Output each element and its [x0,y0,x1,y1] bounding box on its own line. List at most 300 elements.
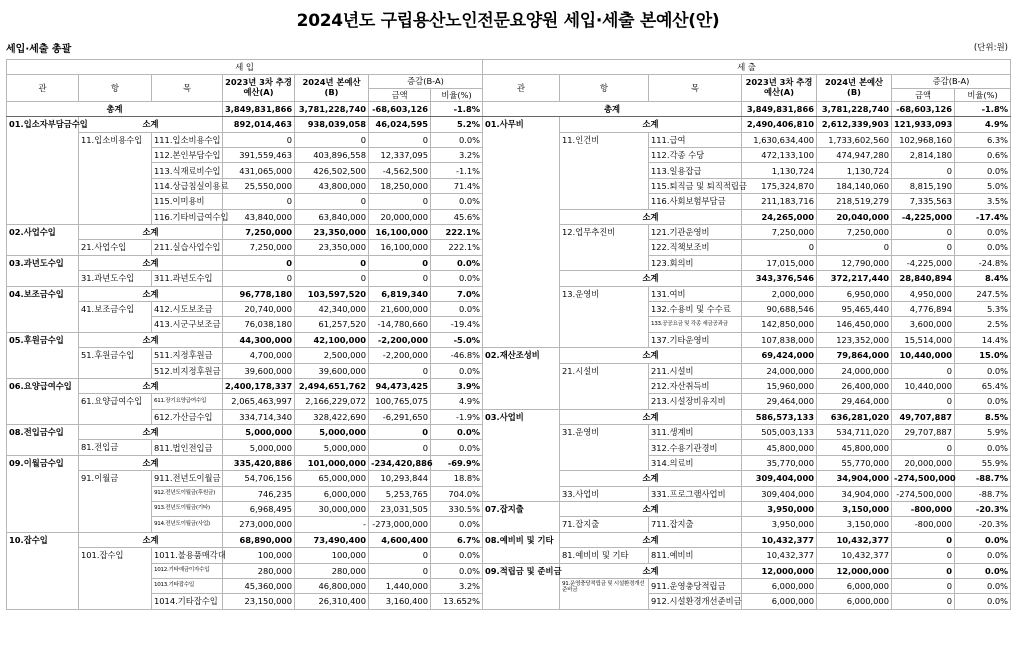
hang-cell: 81.예비비 및 기타 [560,548,649,563]
cell-prev: 69,424,000 [742,348,817,363]
cell-curr: - [295,517,369,532]
cell-diff: 0 [369,271,431,286]
cell-curr: 10,432,377 [817,532,892,547]
cell-rate: 0.0% [431,301,483,316]
cell-prev: 746,235 [223,486,295,501]
subtotal-label: 소계 [79,225,223,240]
cell-curr: 42,100,000 [295,332,369,347]
cell-diff: -2,200,000 [369,332,431,347]
cell-diff: 6,819,340 [369,286,431,301]
cell-diff: -6,291,650 [369,409,431,424]
cell-prev: 45,360,000 [223,579,295,594]
cell-rate: 6.3% [955,132,1011,147]
cell-diff: 0 [369,425,431,440]
hang-cell: 91.운영충당적립금 및 시설환경개선준비금 [560,579,649,610]
cell-rate: -17.4% [955,209,1011,224]
cell-curr: 534,711,020 [817,425,892,440]
col-prev-budget: 2023년 3차 추경 예산(A) [742,74,817,101]
cell-rate: 0.0% [955,225,1011,240]
col-mok: 목 [152,74,223,101]
cell-curr: 46,800,000 [295,579,369,594]
gwan-cell: 01.입소자부담금수입 [7,117,79,225]
cell-diff: 100,765,075 [369,394,431,409]
cell-rate: 5.9% [955,425,1011,440]
hang-cell: 81.전입금 [79,440,152,455]
cell-curr: 103,597,520 [295,286,369,301]
mok-cell: 122.직책보조비 [649,240,742,255]
cell-rate: 4.9% [955,117,1011,132]
subtotal-row [483,563,1011,578]
hang-cell: 21.시설비 [560,363,649,409]
total-label: 총계 [483,101,742,116]
mok-cell: 913.전년도이월금(기타) [152,502,223,517]
cell-curr: 403,896,558 [295,148,369,163]
subtotal-row [7,117,483,132]
cell-curr: 2,500,000 [295,348,369,363]
gwan-cell: 08.예비비 및 기타 [483,532,560,563]
cell-diff: 10,293,844 [369,471,431,486]
cell-curr: 100,000 [295,548,369,563]
cell-rate: 3.9% [431,378,483,393]
cell-curr: 1,130,724 [817,163,892,178]
table-row [7,240,483,255]
col-gwan: 관 [7,74,79,101]
cell-prev: 2,000,000 [742,286,817,301]
cell-diff: -234,420,886 [369,455,431,470]
mok-cell: 111.입소비용수입 [152,132,223,147]
cell-curr: 95,465,440 [817,301,892,316]
table-row [483,363,1011,378]
hang-cell: 11.인건비 [560,132,649,209]
cell-diff: -68,603,126 [892,101,955,116]
cell-prev: 43,840,000 [223,209,295,224]
section-header: 세 입 [7,60,483,75]
subtotal-label: 소계 [79,455,223,470]
table-row [7,271,483,286]
mok-cell: 412.시도보조금 [152,301,223,316]
cell-rate: 6.7% [431,532,483,547]
cell-prev: 334,714,340 [223,409,295,424]
cell-rate: 0.0% [955,240,1011,255]
cell-prev: 586,573,133 [742,409,817,424]
cell-prev: 6,968,495 [223,502,295,517]
gwan-cell: 03.사업비 [483,409,560,501]
table-row [483,225,1011,240]
table-row [483,425,1011,440]
cell-prev: 2,400,178,337 [223,378,295,393]
mok-cell: 811.예비비 [649,548,742,563]
col-gwan: 관 [483,74,560,101]
section-header: 세 출 [483,60,1011,75]
cell-curr: 24,000,000 [817,363,892,378]
cell-rate: 222.1% [431,240,483,255]
mok-cell: 711.잡지출 [649,517,742,532]
cell-rate: 0.0% [431,132,483,147]
subtotal-row [7,532,483,547]
header-row [7,74,483,88]
gwan-cell: 01.사무비 [483,117,560,348]
gwan-cell: 03.과년도수입 [7,255,79,286]
cell-diff: -800,000 [892,517,955,532]
mok-cell: 911.전년도이월금 [152,471,223,486]
section-subtitle: 세입·세출 총괄 [6,44,72,55]
mok-cell: 511.지정후원금 [152,348,223,363]
cell-curr: 20,040,000 [817,209,892,224]
cell-diff: 0 [892,594,955,609]
cell-rate: -46.8% [431,348,483,363]
cell-prev: 5,000,000 [223,425,295,440]
cell-prev: 100,000 [223,548,295,563]
cell-diff: -4,225,000 [892,255,955,270]
hang-cell: 91.이월금 [79,471,152,533]
cell-diff: 0 [369,255,431,270]
cell-diff: 0 [892,532,955,547]
cell-curr: 39,600,000 [295,363,369,378]
table-row [7,348,483,363]
cell-diff: 0 [892,440,955,455]
cell-rate: 5.2% [431,117,483,132]
mok-cell: 212.자산취득비 [649,378,742,393]
cell-prev: 45,800,000 [742,440,817,455]
cell-prev: 7,250,000 [223,225,295,240]
cell-rate: 0.0% [431,517,483,532]
col-hang: 항 [560,74,649,101]
cell-rate: 0.6% [955,148,1011,163]
document-title: 2024년도 구립용산노인전문요양원 세입·세출 본예산(안) [296,11,720,31]
cell-prev: 12,000,000 [742,563,817,578]
cell-curr: 34,904,000 [817,471,892,486]
cell-diff: -4,225,000 [892,209,955,224]
cell-rate: 18.8% [431,471,483,486]
cell-prev: 5,000,000 [223,440,295,455]
cell-rate: 222.1% [431,225,483,240]
cell-diff: 12,337,095 [369,148,431,163]
cell-curr: 12,790,000 [817,255,892,270]
subtotal-label: 소계 [79,378,223,393]
cell-prev: 3,950,000 [742,502,817,517]
cell-curr: 23,350,000 [295,225,369,240]
hang-cell: 51.후원금수입 [79,348,152,379]
table-row [483,579,1011,594]
mok-cell: 114.상급침실이용료 [152,178,223,193]
cell-rate: 0.0% [431,548,483,563]
cell-curr: 328,422,690 [295,409,369,424]
subtotal-label: 소계 [560,532,742,547]
cell-curr: 3,781,228,740 [295,101,369,116]
cell-curr: 5,000,000 [295,425,369,440]
cell-rate: -20.3% [955,517,1011,532]
cell-diff: -4,562,500 [369,163,431,178]
cell-diff: 15,514,000 [892,332,955,347]
cell-curr: 0 [295,255,369,270]
cell-diff: 0 [369,440,431,455]
subtotal-row [483,209,1011,224]
cell-prev: 7,250,000 [223,240,295,255]
cell-rate: 0.0% [431,440,483,455]
cell-rate: 15.0% [955,348,1011,363]
cell-diff: 0 [892,579,955,594]
cell-curr: 43,800,000 [295,178,369,193]
cell-diff: -274,500,000 [892,471,955,486]
mok-cell: 1011.불용품매각대 [152,548,223,563]
subtotal-row [7,286,483,301]
col-diff-amount: 금액 [369,88,431,101]
cell-prev: 29,464,000 [742,394,817,409]
mok-cell: 413.시군구보조금 [152,317,223,332]
cell-diff: 0 [369,132,431,147]
col-diff-rate: 비율(%) [955,88,1011,101]
cell-prev: 175,324,870 [742,178,817,193]
mok-cell: 131.여비 [649,286,742,301]
mok-cell: 115.퇴직금 및 퇴직적립금 [649,178,742,193]
subtotal-label: 소계 [79,332,223,347]
cell-prev: 6,000,000 [742,594,817,609]
cell-diff: 1,440,000 [369,579,431,594]
cell-rate: 0.0% [431,255,483,270]
cell-rate: 8.4% [955,271,1011,286]
cell-curr: 45,800,000 [817,440,892,455]
cell-diff: 0 [892,163,955,178]
cell-curr: 146,450,000 [817,317,892,332]
cell-diff: 5,253,765 [369,486,431,501]
mok-cell: 311.생계비 [649,425,742,440]
cell-diff: -800,000 [892,502,955,517]
subtotal-row [483,271,1011,286]
hang-cell: 11.입소비용수입 [79,132,152,224]
mok-cell: 912.전년도이월금(후원금) [152,486,223,501]
cell-prev: 17,015,000 [742,255,817,270]
cell-curr: 218,519,279 [817,194,892,209]
cell-prev: 273,000,000 [223,517,295,532]
cell-curr: 6,950,000 [817,286,892,301]
mok-cell: 314.의료비 [649,455,742,470]
cell-rate: 0.0% [431,363,483,378]
cell-curr: 29,464,000 [817,394,892,409]
gwan-cell: 09.이월금수입 [7,455,79,532]
cell-diff: 0 [369,548,431,563]
cell-rate: 0.0% [431,563,483,578]
cell-curr: 26,400,000 [817,378,892,393]
cell-rate: 0.0% [955,548,1011,563]
subtotal-row [483,502,1011,517]
cell-curr: 23,350,000 [295,240,369,255]
cell-rate: 704.0% [431,486,483,501]
cell-diff: 0 [892,240,955,255]
cell-curr: 6,000,000 [295,486,369,501]
cell-rate: 0.0% [955,532,1011,547]
cell-prev: 309,404,000 [742,486,817,501]
cell-rate: 65.4% [955,378,1011,393]
cell-prev: 391,559,463 [223,148,295,163]
cell-curr: 3,781,228,740 [817,101,892,116]
cell-prev: 3,849,831,866 [742,101,817,116]
cell-rate: 0.0% [431,271,483,286]
mok-cell: 911.운영충당적립금 [649,579,742,594]
cell-rate: 0.0% [955,579,1011,594]
subtotal-row [7,225,483,240]
hang-cell: 12.업무추진비 [560,225,649,271]
mok-cell: 1012.기타예금이자수입 [152,563,223,578]
cell-prev: 44,300,000 [223,332,295,347]
subtotal-row [483,117,1011,132]
total-row [7,101,483,116]
hang-cell: 33.사업비 [560,486,649,501]
mok-cell: 133.공공요금 및 각종 세금공과금 [649,317,742,332]
cell-diff: 0 [892,548,955,563]
gwan-cell: 04.보조금수입 [7,286,79,332]
cell-curr: 6,000,000 [817,579,892,594]
cell-diff: 29,707,887 [892,425,955,440]
cell-prev: 107,838,000 [742,332,817,347]
gwan-cell: 02.재산조성비 [483,348,560,410]
cell-curr: 184,140,060 [817,178,892,193]
cell-diff: 0 [892,394,955,409]
cell-diff: 0 [892,563,955,578]
cell-rate: 45.6% [431,209,483,224]
cell-prev: 505,003,133 [742,425,817,440]
cell-prev: 54,706,156 [223,471,295,486]
mok-cell: 123.회의비 [649,255,742,270]
hang-cell: 13.운영비 [560,286,649,348]
cell-prev: 24,000,000 [742,363,817,378]
cell-curr: 10,432,377 [817,548,892,563]
cell-prev: 76,038,180 [223,317,295,332]
cell-diff: -68,603,126 [369,101,431,116]
mok-cell: 115.이미용비 [152,194,223,209]
mok-cell: 213.시설장비유지비 [649,394,742,409]
mok-cell: 612.가산금수입 [152,409,223,424]
cell-diff: 0 [369,363,431,378]
cell-prev: 0 [223,132,295,147]
table-row [483,486,1011,501]
cell-rate: 71.4% [431,178,483,193]
cell-prev: 280,000 [223,563,295,578]
cell-curr: 73,490,400 [295,532,369,547]
table-row [483,548,1011,563]
cell-diff: 102,968,160 [892,132,955,147]
cell-curr: 7,250,000 [817,225,892,240]
cell-rate: -1.8% [431,101,483,116]
mok-cell: 116.기타비급여수입 [152,209,223,224]
subtotal-label: 소계 [560,348,742,363]
cell-rate: 8.5% [955,409,1011,424]
total-row [483,101,1011,116]
cell-diff: 4,600,400 [369,532,431,547]
cell-prev: 343,376,546 [742,271,817,286]
col-curr-budget: 2024년 본예산(B) [817,74,892,101]
col-diff-rate: 비율(%) [431,88,483,101]
cell-curr: 0 [295,194,369,209]
hang-cell: 101.잡수입 [79,548,152,610]
subtotal-label: 소계 [79,425,223,440]
cell-prev: 0 [223,255,295,270]
expense-table [482,59,1011,610]
subtotal-row [7,378,483,393]
table-row [7,301,483,316]
cell-rate: 247.5% [955,286,1011,301]
table-row [7,132,483,147]
cell-curr: 101,000,000 [295,455,369,470]
cell-rate: 0.0% [955,563,1011,578]
cell-curr: 30,000,000 [295,502,369,517]
cell-curr: 12,000,000 [817,563,892,578]
cell-diff: 0 [892,363,955,378]
mok-cell: 111.급여 [649,132,742,147]
table-row [7,471,483,486]
cell-rate: 3.2% [431,148,483,163]
cell-curr: 26,310,400 [295,594,369,609]
cell-prev: 1,130,724 [742,163,817,178]
cell-rate: 14.4% [955,332,1011,347]
col-diff: 증감(B-A) [369,74,483,88]
cell-prev: 335,420,886 [223,455,295,470]
subtotal-label: 소계 [560,563,742,578]
cell-diff: 18,250,000 [369,178,431,193]
mok-cell: 121.기관운영비 [649,225,742,240]
mok-cell: 211.시설비 [649,363,742,378]
cell-diff: 0 [892,225,955,240]
subtotal-label: 소계 [79,117,223,132]
cell-prev: 24,265,000 [742,209,817,224]
mok-cell: 312.수용기관경비 [649,440,742,455]
subtotal-label: 소계 [560,271,742,286]
cell-curr: 123,352,000 [817,332,892,347]
cell-curr: 42,340,000 [295,301,369,316]
cell-curr: 63,840,000 [295,209,369,224]
col-diff: 증감(B-A) [892,74,1011,88]
table-row [483,286,1011,301]
header-row [483,74,1011,88]
cell-prev: 39,600,000 [223,363,295,378]
cell-rate: 0.0% [955,363,1011,378]
cell-rate: -88.7% [955,486,1011,501]
subtotal-label: 소계 [560,117,742,132]
cell-diff: 23,031,505 [369,502,431,517]
cell-diff: 94,473,425 [369,378,431,393]
cell-diff: -274,500,000 [892,486,955,501]
cell-diff: 4,776,894 [892,301,955,316]
cell-curr: 1,733,602,560 [817,132,892,147]
cell-prev: 35,770,000 [742,455,817,470]
cell-curr: 61,257,520 [295,317,369,332]
mok-cell: 1014.기타잡수입 [152,594,223,609]
cell-curr: 2,612,339,903 [817,117,892,132]
cell-prev: 1,630,634,400 [742,132,817,147]
cell-curr: 0 [295,271,369,286]
mok-cell: 331.프로그램사업비 [649,486,742,501]
cell-curr: 474,947,280 [817,148,892,163]
cell-prev: 892,014,463 [223,117,295,132]
cell-prev: 431,065,000 [223,163,295,178]
unit-label: (단위:원) [973,43,1008,53]
cell-diff: 8,815,190 [892,178,955,193]
cell-diff: 121,933,093 [892,117,955,132]
hang-cell: 61.요양급여수입 [79,394,152,425]
table-row [7,440,483,455]
subtotal-row [483,532,1011,547]
cell-rate: -19.4% [431,317,483,332]
cell-rate: -1.8% [955,101,1011,116]
total-label: 총계 [7,101,223,116]
mok-cell: 311.과년도수입 [152,271,223,286]
col-curr-budget: 2024년 본예산(B) [295,74,369,101]
cell-curr: 0 [817,240,892,255]
cell-rate: 0.0% [431,425,483,440]
cell-diff: 0 [369,194,431,209]
subtotal-row [483,348,1011,363]
cell-rate: 7.0% [431,286,483,301]
gwan-cell: 05.후원금수입 [7,332,79,378]
